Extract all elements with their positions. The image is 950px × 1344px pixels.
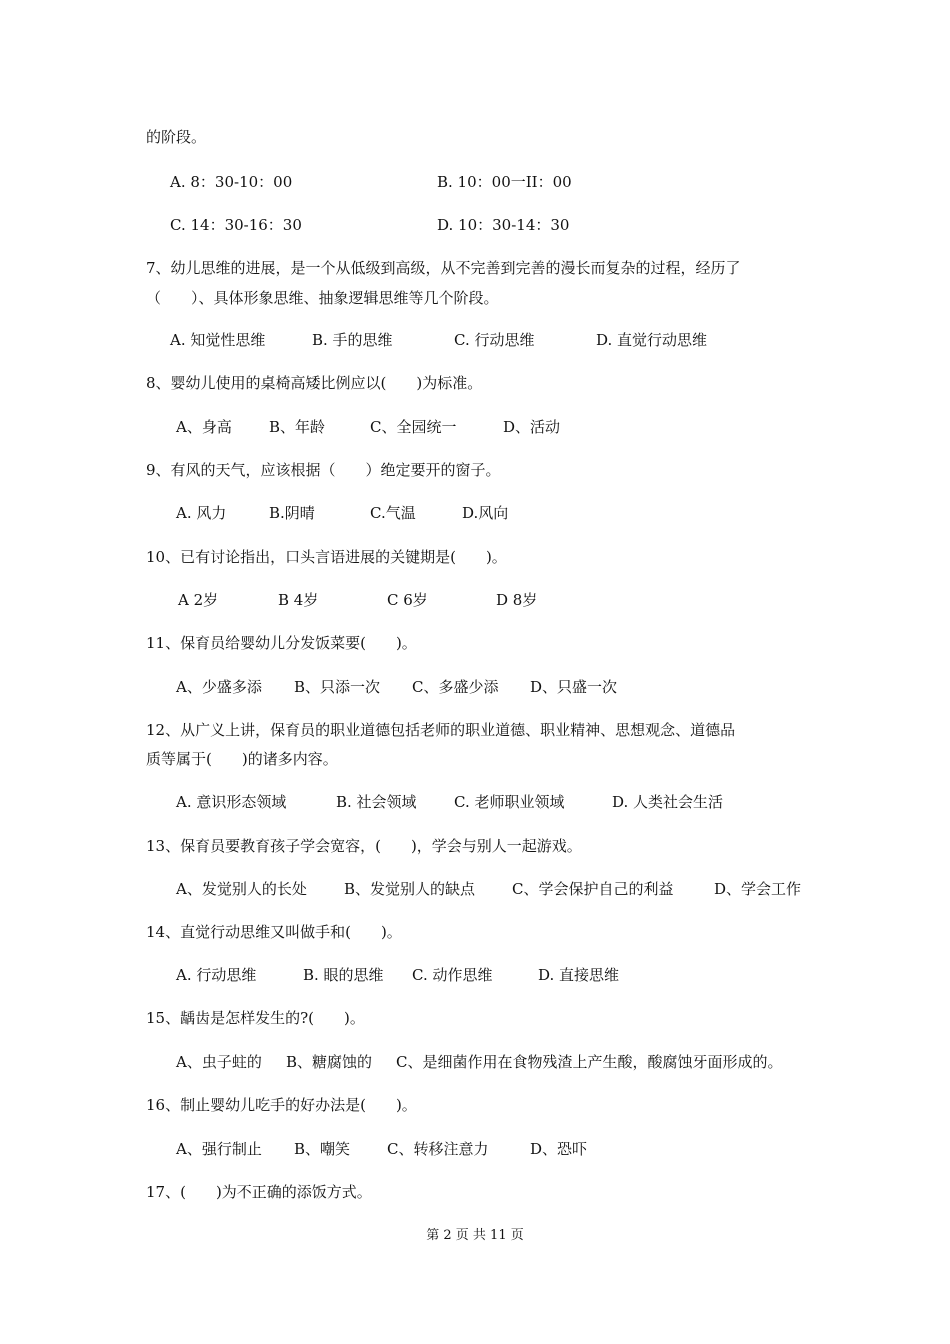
q9-option-c: C.气温 [370,504,416,522]
q15-option-a: A、虫子蛀的 [176,1053,262,1071]
q6-option-b: B. 10：00一II：00 [437,173,572,191]
q11-option-b: B、只添一次 [294,678,381,696]
q14-option-c: C. 动作思维 [412,966,493,984]
q16-option-b: B、嘲笑 [294,1140,351,1158]
q9-stem: 9、有风的天气，应该根据（ ）绝定要开的窗子。 [146,461,501,479]
q10-option-a: A 2岁 [178,591,219,609]
q12-option-d: D. 人类社会生活 [612,793,724,811]
q11-option-c: C、多盛少添 [412,678,499,696]
q16-option-a: A、强行制止 [176,1140,262,1158]
q8-stem: 8、婴幼儿使用的桌椅高矮比例应以( )为标准。 [146,374,483,392]
q12-option-b: B. 社会领域 [336,793,417,811]
q10-option-c: C 6岁 [387,591,428,609]
q9-option-d: D.风向 [462,504,509,522]
q14-option-a: A. 行动思维 [176,966,257,984]
q7-line-1: 7、幼儿思维的进展，是一个从低级到高级，从不完善到完善的漫长而复杂的过程，经历了 [146,259,741,277]
q14-option-d: D. 直接思维 [538,966,620,984]
q15-stem: 15、龋齿是怎样发生的?( )。 [146,1009,365,1027]
q14-stem: 14、直觉行动思维又叫做手和( )。 [146,923,402,941]
q14-option-b: B. 眼的思维 [303,966,384,984]
q6-option-c: C. 14：30-16：30 [170,216,302,234]
q12-line-2: 质等属于( )的诸多内容。 [146,750,338,768]
q8-option-c: C、全园统一 [370,418,457,436]
q7-option-c: C. 行动思维 [454,331,535,349]
q13-option-c: C、学会保护自己的利益 [512,880,674,898]
q10-stem: 10、已有讨论指出，口头言语进展的关键期是( )。 [146,548,507,566]
q12-option-a: A. 意识形态领域 [176,793,287,811]
q8-option-b: B、年龄 [269,418,326,436]
q9-option-a: A. 风力 [176,504,227,522]
q7-option-b: B. 手的思维 [312,331,393,349]
q8-option-d: D、活动 [503,418,561,436]
q16-option-c: C、转移注意力 [387,1140,489,1158]
q15-option-c: C、是细菌作用在食物残渣上产生酸，酸腐蚀牙面形成的。 [396,1053,783,1071]
q7-option-a: A. 知觉性思维 [170,331,266,349]
q16-stem: 16、制止婴幼儿吃手的好办法是( )。 [146,1096,417,1114]
q11-stem: 11、保育员给婴幼儿分发饭菜要( )。 [146,634,417,652]
q11-option-d: D、只盛一次 [530,678,618,696]
q6-option-d: D. 10：30-14：30 [437,216,570,234]
q11-option-a: A、少盛多添 [176,678,262,696]
q9-option-b: B.阴晴 [269,504,315,522]
q10-option-b: B 4岁 [278,591,319,609]
q13-option-a: A、发觉别人的长处 [176,880,307,898]
q6-option-a: A. 8：30-10：00 [170,173,293,191]
q12-option-c: C. 老师职业领域 [454,793,565,811]
continuation-text: 的阶段。 [146,128,207,146]
q8-option-a: A、身高 [176,418,232,436]
q13-option-b: B、发觉别人的缺点 [344,880,476,898]
q12-line-1: 12、从广义上讲，保育员的职业道德包括老师的职业道德、职业精神、思想观念、道德品 [146,721,736,739]
q16-option-d: D、恐吓 [530,1140,588,1158]
q13-stem: 13、保育员要教育孩子学会宽容，( )，学会与别人一起游戏。 [146,837,582,855]
page-footer: 第 2 页 共 11 页 [426,1228,524,1243]
q13-option-d: D、学会工作 [714,880,802,898]
q10-option-d: D 8岁 [496,591,538,609]
q15-option-b: B、糖腐蚀的 [286,1053,373,1071]
q7-line-2: （ ）、具体形象思维、抽象逻辑思维等几个阶段。 [146,289,499,307]
q17-stem: 17、( )为不正确的添饭方式。 [146,1183,372,1201]
q7-option-d: D. 直觉行动思维 [596,331,708,349]
